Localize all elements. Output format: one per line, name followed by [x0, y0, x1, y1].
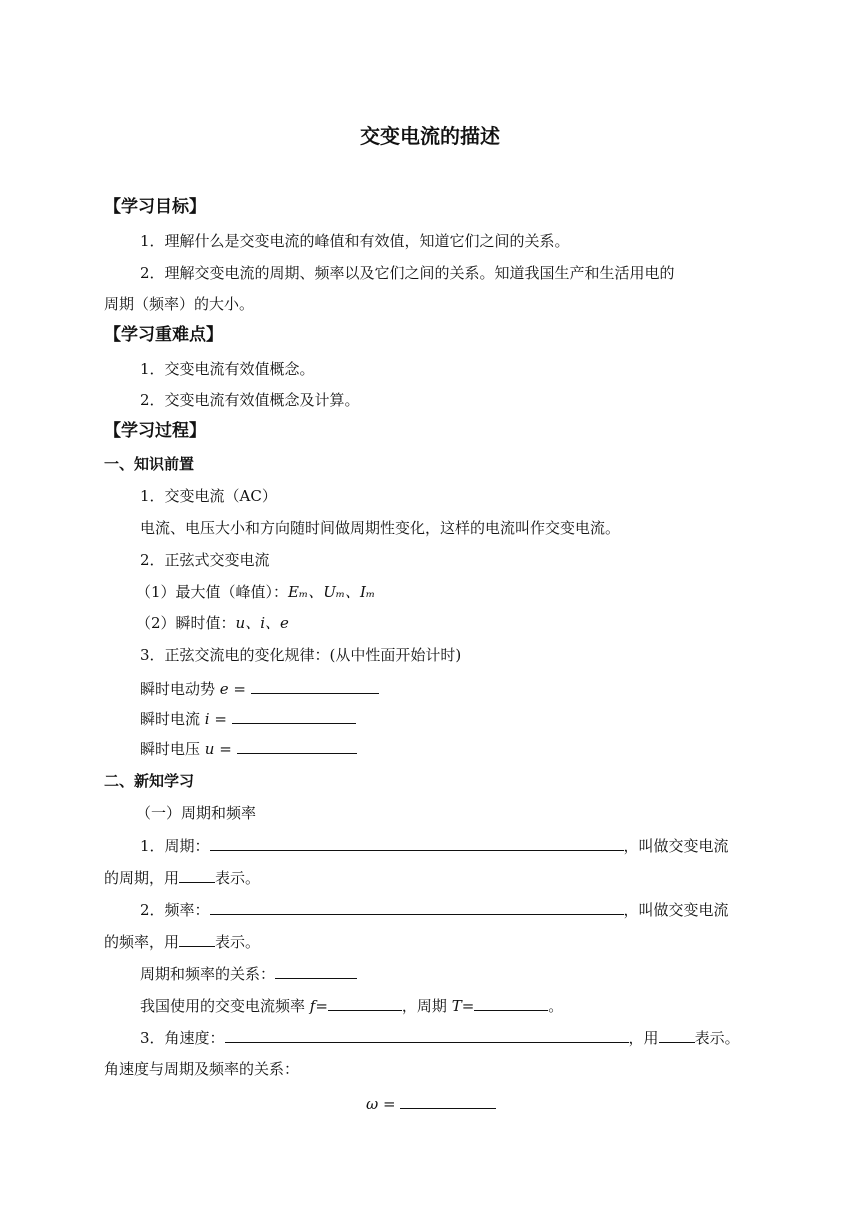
- frequency-cont-suffix: 表示。: [215, 933, 261, 951]
- period-label: 1．周期：: [140, 837, 210, 855]
- period-symbol: T: [451, 997, 462, 1015]
- frequency-label: 2．频率：: [140, 901, 210, 919]
- peak-values-line: [136, 582, 375, 602]
- voltage-symbol: u =: [204, 740, 232, 758]
- objective-item-2: 2．理解交变电流的周期、频率以及它们之间的关系。知道我国生产和生活用电的: [140, 264, 675, 282]
- frequency-symbol-blank[interactable]: [179, 931, 215, 947]
- omega-symbol: ω =: [366, 1095, 396, 1113]
- omega-blank[interactable]: [400, 1093, 496, 1109]
- period-definition-blank[interactable]: [210, 835, 624, 851]
- voltage-line: [140, 738, 357, 759]
- china-frequency-blank[interactable]: [328, 995, 402, 1011]
- ac-definition-text: 电流、电压大小和方向随时间做周期性变化，这样的电流叫作交变电流。: [140, 519, 621, 537]
- period-cont-label: 的周期，用: [104, 869, 180, 887]
- variation-law-title: 3．正弦交流电的变化规律：(从中性面开始计时): [140, 646, 462, 664]
- emf-symbol: e =: [219, 680, 246, 698]
- process-heading: 【学习过程】: [104, 421, 206, 441]
- period-symbol-blank[interactable]: [179, 867, 215, 883]
- period-suffix: ，叫做交变电流: [623, 837, 729, 855]
- keypoint-item-2: 2．交变电流有效值概念及计算。: [140, 391, 360, 409]
- angular-label: 3．角速度：: [140, 1029, 225, 1047]
- frequency-cont-label: 的频率，用: [104, 933, 180, 951]
- angular-suffix: 表示。: [694, 1029, 740, 1047]
- china-frequency-line: 我国使用的交变电流频率 f= ，周期 T= 。: [140, 997, 564, 1015]
- relation-line: [140, 963, 357, 984]
- emf-line: [140, 678, 379, 699]
- instant-values-line: [136, 613, 289, 633]
- section2-heading: 二、新知学习: [104, 772, 195, 790]
- emf-blank[interactable]: [251, 678, 379, 694]
- voltage-label: 瞬时电压: [140, 740, 205, 758]
- angular-relation-text: 角速度与周期及频率的关系：: [104, 1060, 300, 1078]
- period-line: [140, 835, 729, 856]
- china-period-blank[interactable]: [474, 995, 548, 1011]
- angular-line: [140, 1027, 740, 1048]
- current-label: 瞬时电流: [140, 710, 205, 728]
- frequency-cont-line: [104, 931, 260, 952]
- objectives-heading: 【学习目标】: [104, 197, 206, 217]
- period-frequency-subheading: （一）周期和频率: [136, 804, 257, 822]
- relation-blank[interactable]: [275, 963, 357, 979]
- angular-definition-blank[interactable]: [225, 1027, 629, 1043]
- relation-label: 周期和频率的关系：: [140, 965, 276, 983]
- angular-mid: ，用: [628, 1029, 659, 1047]
- page-title: 交变电流的描述: [360, 124, 500, 148]
- angular-symbol-blank[interactable]: [659, 1027, 695, 1043]
- omega-formula-line: [366, 1093, 496, 1114]
- keypoint-item-1: 1．交变电流有效值概念。: [140, 360, 315, 378]
- period-cont-line: [104, 867, 260, 888]
- frequency-definition-blank[interactable]: [210, 899, 624, 915]
- period-cont-suffix: 表示。: [215, 869, 261, 887]
- china-frequency-label: 我国使用的交变电流频率: [140, 997, 310, 1015]
- keypoints-heading: 【学习重难点】: [104, 325, 223, 345]
- current-line: [140, 708, 356, 729]
- instant-values-symbols: u、i、e: [235, 614, 289, 632]
- frequency-line: [140, 899, 729, 920]
- china-period-label: ，周期: [401, 997, 452, 1015]
- current-blank[interactable]: [232, 708, 356, 724]
- frequency-symbol: f: [309, 997, 316, 1015]
- ac-definition-title: 1．交变电流（AC）: [140, 487, 277, 505]
- instant-values-label: （2）瞬时值：: [136, 614, 236, 632]
- objective-item-2-cont: 周期（频率）的大小。: [104, 295, 255, 313]
- section1-heading: 一、知识前置: [104, 455, 195, 473]
- voltage-blank[interactable]: [237, 738, 357, 754]
- china-end: 。: [548, 997, 564, 1015]
- emf-label: 瞬时电动势: [140, 680, 220, 698]
- objective-item-1: 1．理解什么是交变电流的峰值和有效值，知道它们之间的关系。: [140, 232, 570, 250]
- peak-values-label: （1）最大值（峰值）：: [136, 583, 289, 601]
- frequency-suffix: ，叫做交变电流: [623, 901, 729, 919]
- peak-values-symbols: Eₘ、Uₘ、Iₘ: [288, 583, 376, 601]
- sine-ac-title: 2．正弦式交变电流: [140, 551, 270, 569]
- current-symbol: i =: [204, 710, 227, 728]
